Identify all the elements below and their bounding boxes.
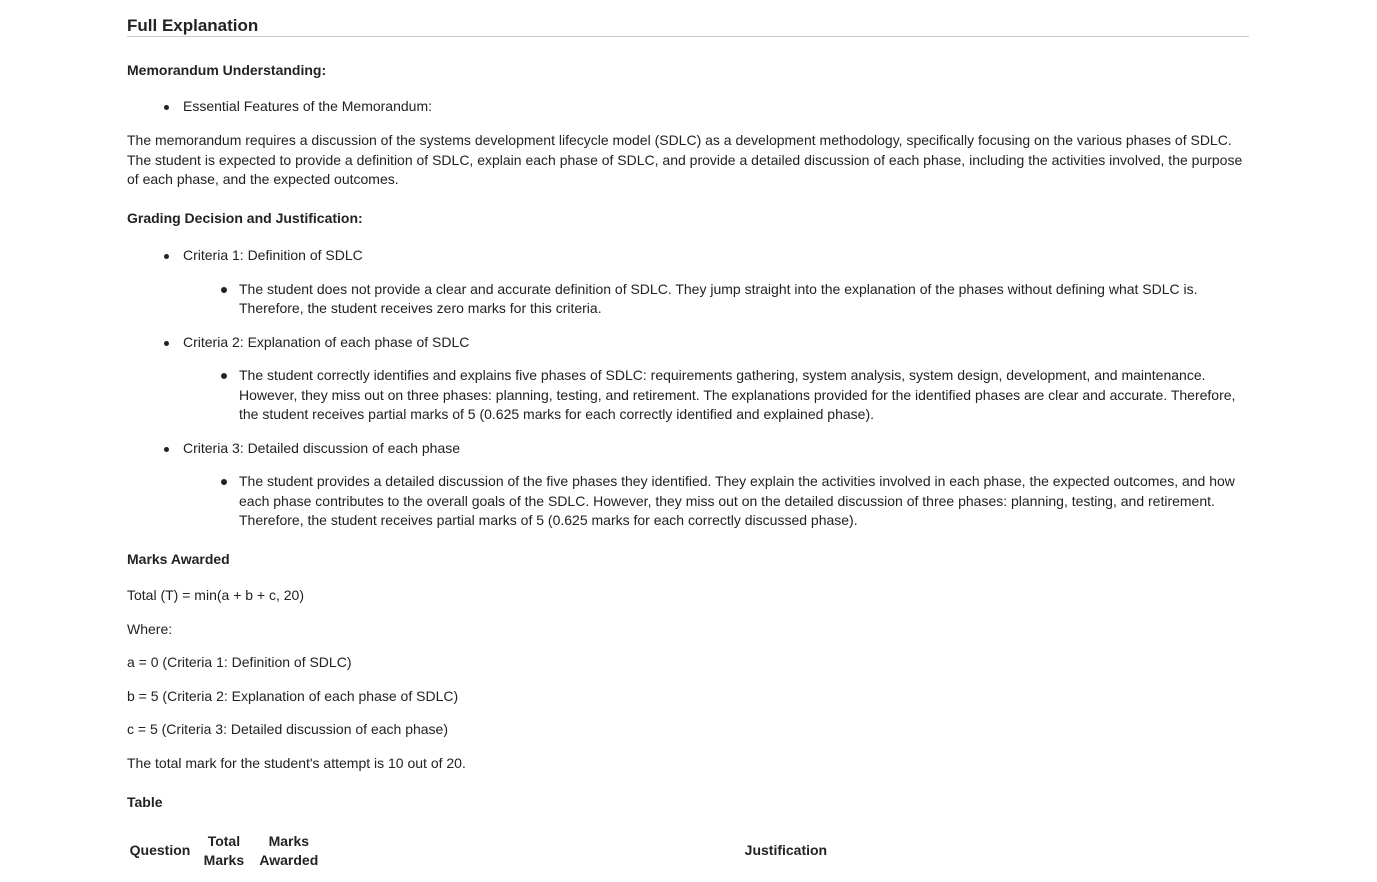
list-item	[239, 280, 1249, 319]
circle-bullet-icon	[221, 479, 227, 485]
criteria-list	[127, 246, 1249, 531]
circle-bullet-icon	[221, 373, 227, 379]
list-item	[183, 333, 1249, 439]
memorandum-heading: Memorandum Understanding:	[127, 62, 327, 78]
marks-heading: Marks Awarded	[127, 550, 230, 567]
marks-formula: Total (T) = min(a + b + c, 20)	[127, 587, 305, 603]
criteria-label: Criteria 2: Explanation of each phase of SDLC	[183, 333, 470, 350]
criteria-detail: The student correctly identifies and explains five phases of SDLC: requirements gathering, system analysis, system design, development, and maintenance. However, they miss out on three phases: planning, testing, and retirement. The explanations provided for the identified phases are clear and accurate. Therefore, the student receives partial marks of 5 (0.625 marks for each correctly identified and explained phase).	[239, 367, 1236, 422]
list-item	[183, 246, 1249, 333]
criteria-detail-list	[183, 472, 1249, 531]
column-header-justification: Justification	[744, 842, 828, 858]
column-header-question: Question	[129, 842, 191, 858]
list-item	[183, 97, 1249, 117]
bullet-icon	[164, 254, 169, 259]
criteria-label: Criteria 1: Definition of SDLC	[183, 247, 363, 263]
page-content	[127, 0, 1249, 870]
marks-total: The total mark for the student's attempt is 10 out of 20.	[127, 754, 466, 771]
table-heading: Table	[127, 794, 163, 810]
memorandum-bullet-text: Essential Features of the Memorandum:	[183, 97, 433, 114]
circle-bullet-icon	[221, 287, 227, 293]
bullet-icon	[164, 447, 169, 452]
memorandum-list	[127, 97, 1249, 117]
memorandum-paragraph: The memorandum requires a discussion of the systems development lifecycle model (SDLC) as a development methodology, specifically focusing on the various phases of SDLC. The student is expected to provide a definition of SDLC, explain each phase of SDLC, and provide a detailed discussion of each phase, including the activities involved, the purpose of each phase, and the expected outcomes.	[127, 132, 1243, 187]
marks-table	[127, 832, 1249, 870]
criteria-label: Criteria 3: Detailed discussion of each phase	[183, 439, 461, 456]
criteria-detail: The student does not provide a clear and accurate definition of SDLC. They jump straight into the explanation of the phases without defining what SDLC is. Therefore, the student receives zero marks for this criteria.	[239, 280, 1198, 316]
column-header-total-marks: Total Marks	[203, 832, 245, 868]
table-header-row	[127, 832, 1249, 870]
list-item	[239, 366, 1249, 425]
criteria-detail-list	[183, 366, 1249, 425]
list-item	[183, 439, 1249, 531]
marks-where: Where:	[127, 620, 173, 637]
criteria-detail-list	[183, 280, 1249, 319]
bullet-icon	[164, 105, 169, 110]
column-header-marks-awarded: Marks Awarded	[259, 832, 319, 868]
criteria-detail: The student provides a detailed discussion of the five phases they identified. They explain the activities involved in each phase, the expected outcomes, and how each phase contributes to the overall goals of the SDLC. However, they miss out on the detailed discussion of three phases: planning, testing, and retirement. Therefore, the student receives partial marks of 5 (0.625 marks for each correctly discussed phase).	[239, 473, 1235, 528]
marks-b: b = 5 (Criteria 2: Explanation of each phase of SDLC)	[127, 687, 459, 704]
list-item	[239, 472, 1249, 531]
grading-heading: Grading Decision and Justification:	[127, 209, 363, 226]
page-title: Full Explanation	[127, 0, 1249, 37]
bullet-icon	[164, 341, 169, 346]
marks-c: c = 5 (Criteria 3: Detailed discussion of each phase)	[127, 721, 448, 737]
marks-a: a = 0 (Criteria 1: Definition of SDLC)	[127, 654, 352, 670]
